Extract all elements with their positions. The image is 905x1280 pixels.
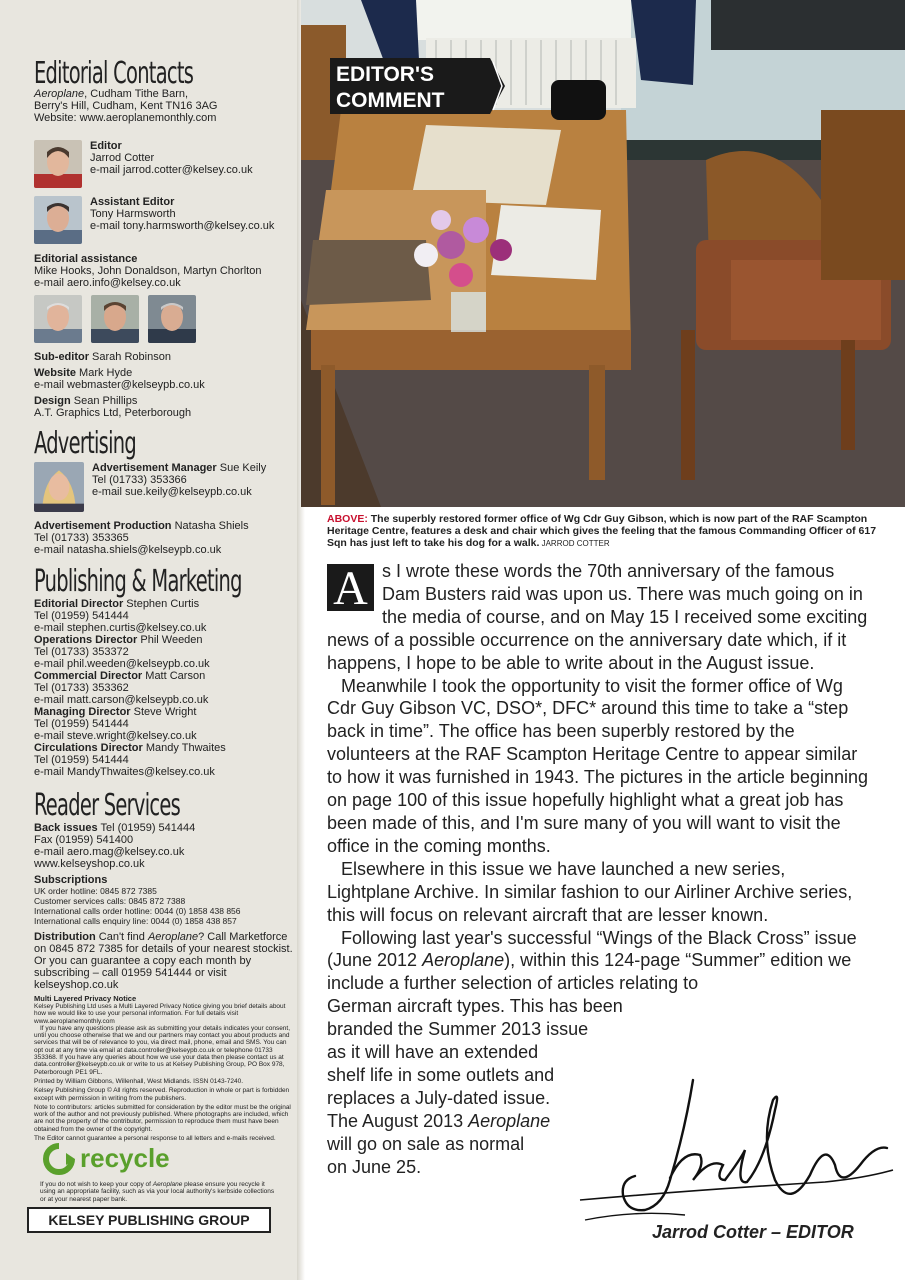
editor-photo bbox=[34, 140, 82, 188]
ad-manager-email: e-mail sue.keily@kelseypb.co.uk bbox=[92, 486, 252, 498]
guarantee-note: The Editor cannot guarantee a personal response to all letters and e-mails received. bbox=[34, 1135, 276, 1143]
ad-production-line: Advertisement Production Natasha Shiels bbox=[34, 520, 249, 532]
sub-editor-line: Sub-editor Sarah Robinson bbox=[34, 351, 171, 363]
fax-line: Fax (01959) 541400 bbox=[34, 834, 134, 846]
assistance-photos bbox=[34, 295, 294, 343]
contributors-note: Note to contributors: articles submitted for consideration by the editor must be the original work of the author and not previously published. Where photographs are included, which are not the property of the contributor, permission to reproduce them must have been obtained from the owner of the copyright. bbox=[34, 1103, 291, 1133]
paragraph-4: Following last year's successful “Wings of the Black Cross” issue (June 2012 Aeroplane), within this 124-page “Summer” edition we include a further selection of articles relating to bbox=[327, 927, 857, 994]
director-5-tel: Tel (01959) 541444 bbox=[34, 754, 129, 766]
editorial-assistance-email: e-mail aero.info@kelsey.co.uk bbox=[34, 277, 181, 289]
caption-credit: JARROD COTTER bbox=[539, 539, 610, 548]
ad-manager-photo bbox=[34, 462, 84, 512]
assistant-editor-role: Assistant Editor bbox=[90, 196, 175, 208]
assistant-photo-3 bbox=[148, 295, 196, 343]
director-2-tel: Tel (01733) 353372 bbox=[34, 646, 129, 658]
badge-line-2: COMMENT bbox=[336, 89, 445, 112]
recycle-icon bbox=[42, 1143, 76, 1175]
editorial-contacts-heading: Editorial Contacts bbox=[34, 56, 194, 91]
assistant-editor-photo bbox=[34, 196, 82, 244]
address: Aeroplane, Cudham Tithe Barn, bbox=[34, 88, 189, 100]
advertising-section bbox=[34, 428, 294, 556]
assistant-editor-name: Tony Harmsworth bbox=[90, 208, 176, 220]
paragraph-4-line-3: as it will have an extended bbox=[327, 1042, 539, 1063]
printer-line: Printed by William Gibbons, Willenhall, West Midlands. ISSN 0143-7240. bbox=[34, 1077, 244, 1085]
publishing-heading: Publishing & Marketing bbox=[34, 564, 242, 599]
caption-lead: ABOVE: bbox=[327, 513, 368, 525]
privacy-text-1: Kelsey Publishing Ltd uses a Multi Layered Privacy Notice giving you brief details about how we would like to use your personal information. For full details visit www.aeroplanemonthly.com bbox=[34, 1003, 286, 1025]
kelsey-publishing-group-logo: KELSEY PUBLISHING GROUP bbox=[27, 1207, 271, 1233]
paragraph-4-line-8: on June 25. bbox=[327, 1156, 422, 1177]
staff-block bbox=[34, 351, 294, 419]
editor-signature bbox=[575, 1070, 895, 1230]
paragraph-2: Meanwhile I took the opportunity to visit the former office of Wg Cdr Guy Gibson VC, DSO*, DFC* around this time to take a “step back in time”. The office has been superbly restored by the volunteers at the RAF Scampton Heritage Centre to appear similar to how it was furnished in 1943. The pictures in the article beginning on page 100 of this issue hopefully highlight what a great job has been made of this, and I'm sure many of you will want to visit the office in the coming months. bbox=[327, 675, 868, 856]
recycle-label: recycle bbox=[80, 1143, 170, 1173]
editorial-assistance-role: Editorial assistance bbox=[34, 253, 138, 265]
advertising-heading: Advertising bbox=[34, 426, 136, 461]
paragraph-4-line-2: branded the Summer 2013 issue bbox=[327, 1019, 589, 1040]
paragraph-4-line-4: shelf life in some outlets and bbox=[327, 1064, 555, 1085]
shop-link[interactable]: www.kelseyshop.co.uk bbox=[34, 858, 145, 870]
editorial-assistance-block bbox=[34, 253, 294, 343]
editor-signoff: Jarrod Cotter – EDITOR bbox=[652, 1222, 854, 1242]
director-2-email: e-mail phil.weeden@kelseypb.co.uk bbox=[34, 658, 210, 670]
director-5-email: e-mail MandyThwaites@kelsey.co.uk bbox=[34, 766, 215, 778]
director-4: Managing Director Steve Wright bbox=[34, 706, 197, 718]
badge-line-1: EDITOR'S bbox=[336, 63, 434, 86]
paragraph-4-line-1: German aircraft types. This has been bbox=[327, 996, 623, 1017]
editors-comment-badge bbox=[330, 58, 505, 114]
ad-production-email: e-mail natasha.shiels@kelseypb.co.uk bbox=[34, 544, 222, 556]
director-5: Circulations Director Mandy Thwaites bbox=[34, 742, 226, 754]
ad-manager-tel: Tel (01733) 353366 bbox=[92, 474, 187, 486]
paragraph-4-line-6: The August 2013 Aeroplane bbox=[327, 1110, 551, 1131]
privacy-text-2: If you have any questions please ask as submitting your details indicates your consent, until you choose otherwise that we and our partners may contact you about products and services that will be of relevance to you, via direct mail, phone, email and SMS. You can opt out at any time via email at data.controller@kelseypb.co.uk or telephone 01733 353368. If you have any queries about how we use your data then please contact us at data.controller@kelseypb.co.uk or write to us at Kelsey Publishing Group, PO Box 978, Peterborough PE1 9FL. bbox=[34, 1024, 291, 1076]
recycle-logo bbox=[34, 1142, 294, 1176]
website-editor-line: Website Mark Hyde bbox=[34, 367, 133, 379]
editorial-contacts-section bbox=[34, 58, 294, 124]
director-3-tel: Tel (01733) 353362 bbox=[34, 682, 129, 694]
paragraph-1: A s I wrote these words the 70th anniversary of the famous Dam Busters raid was upon us. There was much going on in the media of course, and on May 15 I received some exciting news of a possible occurrence on the anniversary date which, if it happens, I hope to be able to write about in the August issue. bbox=[327, 561, 868, 673]
paragraph-4-line-5: replaces a July-dated issue. bbox=[327, 1087, 551, 1108]
caption-text: The superbly restored former office of Wg Cdr Guy Gibson, which is now part of the RAF Scampton Heritage Centre, features a desk and chair which gives the feeling that the famous Commanding Officer of 617 Sqn has just left to take his dog for a walk. bbox=[327, 513, 877, 549]
back-issues-line: Back issues Tel (01959) 541444 bbox=[34, 822, 196, 834]
director-3: Commercial Director Matt Carson bbox=[34, 670, 206, 682]
director-1-email: e-mail stephen.curtis@kelsey.co.uk bbox=[34, 622, 207, 634]
editor-role: Editor bbox=[90, 140, 122, 152]
website-editor-email: e-mail webmaster@kelseypb.co.uk bbox=[34, 379, 205, 391]
paragraph-3: Elsewhere in this issue we have launched a new series, Lightplane Archive. In similar fashion to our Airliner Archive series, this will focus on relevant aircraft that are lesser known. bbox=[327, 858, 853, 925]
reader-email: e-mail aero.mag@kelsey.co.uk bbox=[34, 846, 185, 858]
reader-services-section bbox=[34, 790, 294, 1142]
editor-block bbox=[34, 140, 294, 188]
website-line: Website: www.aeroplanemonthly.com bbox=[34, 112, 217, 124]
address-line-2: Berry's Hill, Cudham, Kent TN16 3AG bbox=[34, 100, 218, 112]
drop-cap: A bbox=[327, 564, 374, 611]
assistant-editor-email: e-mail tony.harmsworth@kelsey.co.uk bbox=[90, 220, 275, 232]
design-line: Design Sean Phillips bbox=[34, 395, 138, 407]
paragraph-4-line-7: will go on sale as normal bbox=[327, 1133, 525, 1154]
subscriptions-label: Subscriptions bbox=[34, 874, 108, 886]
ad-manager-line: Advertisement Manager Sue Keily bbox=[92, 462, 267, 474]
reader-services-heading: Reader Services bbox=[34, 788, 181, 823]
editor-email: e-mail jarrod.cotter@kelsey.co.uk bbox=[90, 164, 253, 176]
ad-production-tel: Tel (01733) 353365 bbox=[34, 532, 129, 544]
director-1-tel: Tel (01959) 541444 bbox=[34, 610, 129, 622]
director-1: Editorial Director Stephen Curtis bbox=[34, 598, 200, 610]
director-2: Operations Director Phil Weeden bbox=[34, 634, 203, 646]
assistant-editor-block bbox=[34, 196, 294, 244]
director-4-tel: Tel (01959) 541444 bbox=[34, 718, 129, 730]
photo-caption bbox=[327, 513, 887, 550]
distribution-text: Distribution Can't find Aeroplane? Call Marketforce on 0845 872 7385 for details of your nearest stockist. Or you can guarantee a copy each month by subscribing – call 01959 541444 or visit kelseyshop.co.uk bbox=[34, 931, 293, 991]
privacy-label: Multi Layered Privacy Notice bbox=[34, 994, 137, 1003]
assistant-photo-1 bbox=[34, 295, 82, 343]
director-4-email: e-mail steve.wright@kelsey.co.uk bbox=[34, 730, 197, 742]
design-company: A.T. Graphics Ltd, Peterborough bbox=[34, 407, 192, 419]
publishing-section bbox=[34, 566, 294, 778]
subscriptions-lines: UK order hotline: 0845 872 7385 Customer services calls: 0845 872 7388 International calls order hotline: 0044 (0) 1858 438 856 International calls enquiry line: 0044 (0) 1858 438 857 bbox=[34, 886, 241, 926]
copyright-line: Kelsey Publishing Group © All rights reserved. Reproduction in whole or part is forbidden except with permission in writing from the publishers. bbox=[34, 1087, 290, 1102]
recycle-notice: If you do not wish to keep your copy of Aeroplane please ensure you recycle it using an appropriate facility, such as via your local authority's kerbside collections or at your nearest paper bank. bbox=[40, 1181, 275, 1203]
director-3-email: e-mail matt.carson@kelseypb.co.uk bbox=[34, 694, 209, 706]
editor-name: Jarrod Cotter bbox=[90, 152, 155, 164]
editorial-assistance-names: Mike Hooks, John Donaldson, Martyn Chorlton bbox=[34, 265, 262, 277]
assistant-photo-2 bbox=[91, 295, 139, 343]
